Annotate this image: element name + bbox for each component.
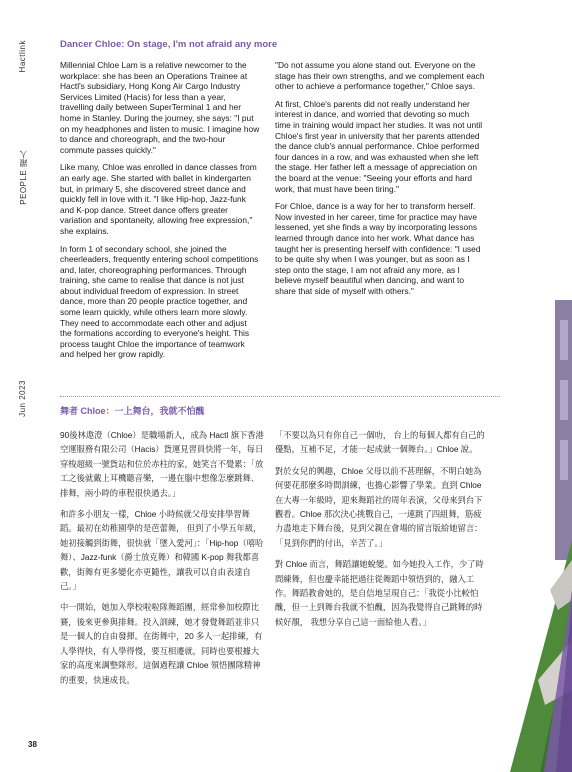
- english-column-right: [275, 60, 485, 303]
- section-label: PEOPLE 躍人: [19, 150, 28, 205]
- paragraph: For Chloe, dance is a way for her to transform herself. Now invested in her career, time for practice may have lessened, yet she finds a way by incorporating lessons learned through dance into her work. What dance has taught her is presenting herself with confidence: "I used to be quite shy when I was younger, but as soon as I step onto the stage, I am not afraid any more, as I believe myself beautiful when dancing, and want to share that side of myself with others.": [275, 201, 481, 296]
- magazine-brand: Hactlink: [18, 40, 27, 73]
- building-window: [560, 440, 568, 480]
- paragraph: "Do not assume you alone stand out. Everyone on the stage has their own strengths, and we complement each other to achieve a performance together," Chloe says.: [275, 60, 485, 92]
- chinese-heading: 舞者 Chloe：一上舞台，我就不怕醜: [60, 406, 205, 416]
- paragraph: 對於女兒的興趣，Chloe 父母以前不甚理解，不明白她為何要花那麼多時間訓練，也擔心影響了學業。直到 Chloe 在大專一年級時，迎來舞蹈社的周年表演，父母來到台下觀看。Chloe 那次決心挑戰自己，一連跳了四組舞，筋疲力盡地走下舞台後，見到父親在會場的留言版給她留言：「見到你們的付出，辛苦了。」: [275, 465, 483, 548]
- paragraph: At first, Chloe's parents did not really understand her interest in dance, and worried that devoting so much time in training would impact her studies. It was not until Chloe's first year in university that her parents attended the dance club's annual performance. Chloe performed four dances in a row, and was exhausted when she left the stage. Her father left a message of appreciation on the board at the venue: "Seeing your efforts and hard work, that must have been tiring.": [275, 98, 483, 194]
- paragraph: 中一開始，她加入學校啦啦隊舞蹈團，經常參加校際比賽，後來更參與排舞。投入訓練，她才發覺舞蹈並非只是一個人的自由發揮。在街舞中，20 多人一起排練，有人學得快，有人學得慢，要互相遷就，同時也要根據大家的高度來調整隊形。這個過程讓 Chloe 領悟團隊精神的重要，快速成長。: [60, 602, 263, 685]
- section-divider: [60, 396, 506, 397]
- paragraph: 和許多小朋友一樣，Chloe 小時候就父母安排學習舞蹈。最初在幼稚園學的是芭蕾舞， 但到了小學五年級，她初接觸到街舞，很快就「墜入愛河」：「Hip-hop（嘻哈舞）、Jazz-funk（爵士放克舞）和韓國 K-pop 舞我都喜歡，街舞有更多變化亦更隨性，讓我可以自由表達自己。」: [60, 509, 264, 592]
- chinese-column-left: [60, 428, 265, 694]
- paragraph: In form 1 of secondary school, she joined the cheerleaders, frequently entering school competitions and, later, choreographing performances. Through training, she came to realise that dance is not just about individual freedom of expression. In street dance, more than 20 people practice together, and some learn quickly, while others learn more slowly. They need to accommodate each other and adjust the formations according to everyone's height. This process taught Chloe the importance of teamwork and helped her grow rapidly.: [60, 243, 259, 360]
- english-column-left: [60, 60, 260, 367]
- paragraph: 對 Chloe 而言，舞蹈讓她蛻變。如今她投入工作，少了時間練舞，但也慶幸能把過往從舞蹈中領悟到的，融入工作。舞蹈教會她的，是自信地呈現自己：「我從小比較怕醜，但一上到舞台我就不怕醜，因為我覺得自己跳舞的時候好靚， 我想分享自己這一面給他人看。」: [275, 559, 484, 627]
- building-window: [560, 320, 568, 360]
- paragraph: 「不要以為只有你自己一個叻， 台上的每個人都有自己的優點，互補不足，才能一起成就一個舞台。」Chloe 說。: [275, 430, 485, 455]
- dancer-photo: [500, 0, 572, 772]
- english-heading: Dancer Chloe: On stage, I'm not afraid any more: [60, 39, 278, 50]
- paragraph: Like many, Chloe was enrolled in dance classes from an early age. She started with ballet in kindergarten but, in primary 5, she discovered street dance and quickly fell in love with it. "I like Hip-hop, Jazz-funk and K-pop dance. Street dance offers greater variation and spontaneity, allowing free expression," she explains.: [60, 162, 257, 236]
- chinese-column-right: [275, 428, 485, 636]
- paragraph: 90後林遨澄（Chloe）是職場新人，成為 Hactl 旗下香港空運服務有限公司（Hacis）貨運見習員快將一年，每日穿梭超級一號貨站和位於赤柱的家，她笑言不覺累：「放工之後就戴上耳機聽音樂，一邊在腦中想像怎麼跳舞、排舞，兩小時的車程很快過去。」: [60, 430, 264, 498]
- paragraph: Millennial Chloe Lam is a relative newcomer to the workplace: she has been an Operations Trainee at Hactl's subsidiary, Hong Kong Air Cargo Industry Services Limited (Hacis) for less than a year, travelling daily between SuperTerminal 1 and her home in Stanley. During the journey, she says: "I put on my headphones and listen to music. I imagine how to dance and choreograph, and the two-hour commute passes quickly.": [60, 60, 260, 155]
- building-window: [560, 380, 568, 420]
- issue-date: Jun 2023: [18, 380, 27, 417]
- page-number: 38: [28, 740, 37, 749]
